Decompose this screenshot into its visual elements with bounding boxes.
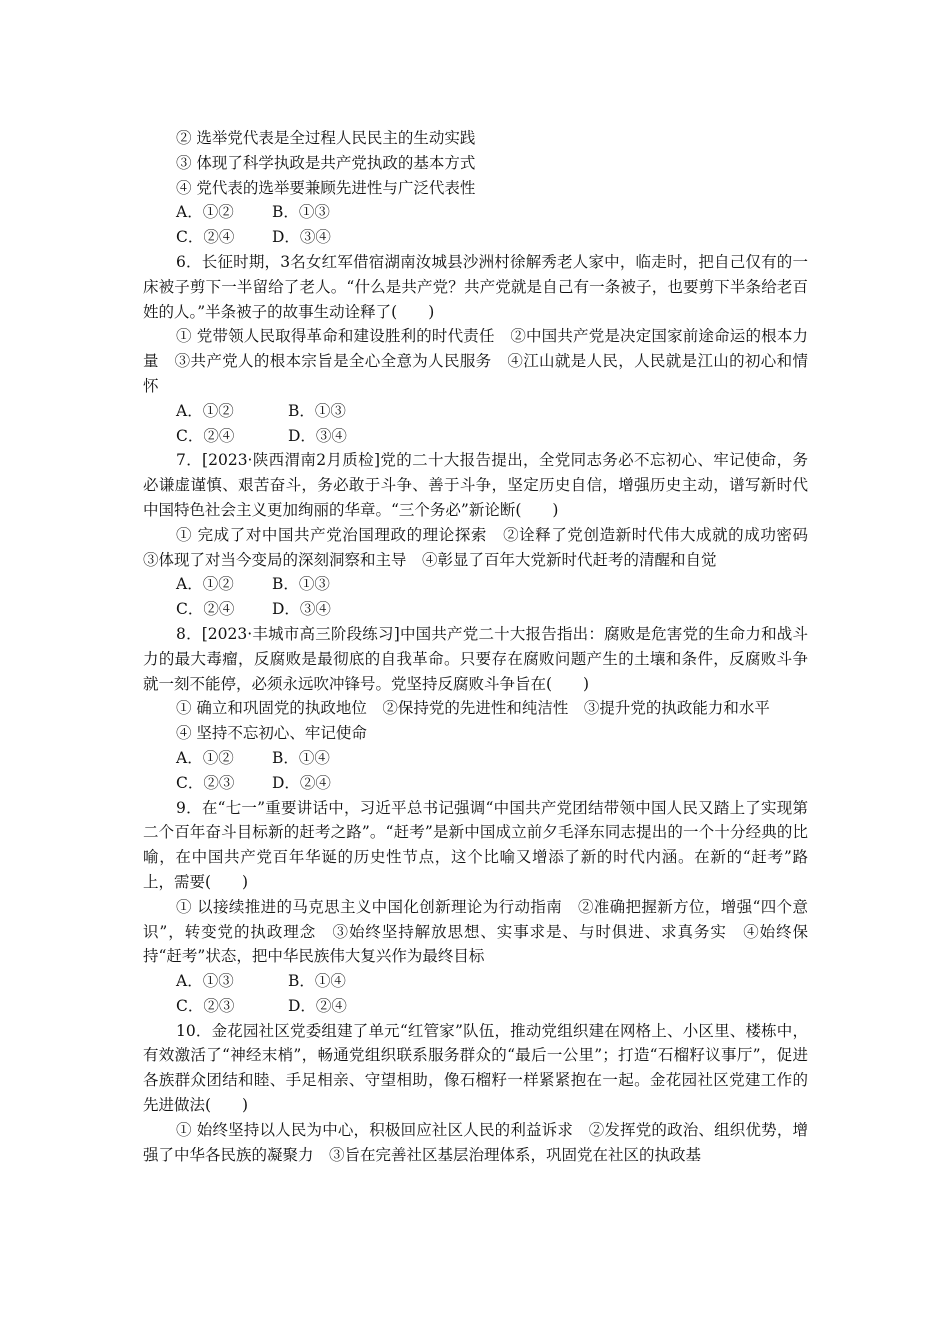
q9-option-b[interactable]: B．①④	[288, 972, 346, 991]
q10-statements: ① 始终坚持以人民为中心，积极回应社区人民的利益诉求 ②发挥党的政治、组织优势，增强了中华各民族的凝聚力 ③旨在完善社区基层治理体系，巩固党在社区的执政基	[143, 1120, 808, 1164]
q10-stem: 10．金花园社区党委组建了单元“红管家”队伍，推动党组织建在网格上、小区里、楼栋中，有效激活了“神经末梢”，畅通党组织联系服务群众的“最后一公里”；打造“石榴籽议事厅”，促进各族群众团结和睦、手足相亲、守望相助，像石榴籽一样紧紧抱在一起。金花园社区党建工作的先进做法( )	[143, 1021, 808, 1115]
q6-statements: ① 党带领人民取得革命和建设胜利的时代责任 ②中国共产党是决定国家前途命运的根本力量 ③共产党人的根本宗旨是全心全意为人民服务 ④江山就是人民，人民就是江山的初心和情怀	[143, 327, 808, 395]
q6-options-row-1	[143, 399, 808, 424]
q5-statement-3: ③ 体现了科学执政是共产党执政的基本方式	[176, 153, 476, 172]
q6-options-row-2	[143, 424, 808, 449]
q8-stem: 8．[2023·丰城市高三阶段练习]中国共产党二十大报告指出：腐败是危害党的生命力和战斗力的最大毒瘤，反腐败是最彻底的自我革命。只要存在腐败问题产生的土壤和条件，反腐败斗争就一刻不能停，必须永远吹冲锋号。党坚持反腐败斗争旨在( )	[143, 624, 808, 693]
q9-option-a[interactable]: A．①③	[176, 972, 234, 991]
q5-statement-2: ② 选举党代表是全过程人民民主的生动实践	[176, 129, 476, 147]
q7-statements: ① 完成了对中国共产党治国理政的理论探索 ②诠释了党创造新时代伟大成就的成功密码 ③体现了对当今变局的深刻洞察和主导 ④彰显了百年大党新时代赶考的清醒和自觉	[143, 525, 824, 569]
q7-options-row-2	[143, 597, 808, 622]
q8-options-row-1	[143, 746, 808, 771]
q6-stem: 6．长征时期，3名女红军借宿湖南汝城县沙洲村徐解秀老人家中，临走时，把自己仅有的一床被子剪下一半留给了老人。“什么是共产党？共产党就是自己有一条被子，也要剪下半条给老百姓的人。”半条被子的故事生动诠释了( )	[143, 252, 808, 321]
q5-options-row-1	[143, 200, 808, 225]
exam-page	[143, 126, 824, 1167]
q6-option-c[interactable]: C．②④	[176, 426, 235, 445]
q7-options-row-1	[143, 572, 808, 597]
q9-option-c[interactable]: C．②③	[176, 996, 235, 1015]
q7-stem: 7．[2023·陕西渭南2月质检]党的二十大报告提出，全党同志务必不忘初心、牢记使命，务必谦虚谨慎、艰苦奋斗，务必敢于斗争、善于斗争，坚定历史自信，增强历史主动，谱写新时代中国特色社会主义更加绚丽的华章。“三个务必”新论断( )	[143, 451, 808, 519]
q5-option-c[interactable]: C．②④	[176, 228, 235, 247]
q6-option-a[interactable]: A．①②	[176, 401, 234, 420]
q8-statements: ① 确立和巩固党的执政地位 ②保持党的先进性和纯洁性 ③提升党的执政能力和水平	[176, 699, 770, 718]
q8-option-a[interactable]: A．①②	[176, 748, 234, 767]
q6-option-d[interactable]: D．③④	[288, 426, 347, 445]
q9-stem: 9．在“七一”重要讲话中，习近平总书记强调“中国共产党团结带领中国人民又踏上了实现第二个百年奋斗目标新的赶考之路”。“赶考”是新中国成立前夕毛泽东同志提出的一个十分经典的比喻，在中国共产党百年华诞的历史性节点，这个比喻又增添了新的时代内涵。在新的“赶考”路上，需要( )	[143, 798, 808, 891]
q9-statements: ① 以接续推进的马克思主义中国化创新理论为行动指南 ②准确把握新方位，增强“四个意识”，转变党的执政理念 ③始终坚持解放思想、实事求是、与时俱进、求真务实 ④始终保持“赶考”状态，把中华民族伟大复兴作为最终目标	[143, 897, 808, 966]
q9-options-row-2	[143, 994, 808, 1019]
q5-option-a[interactable]: A．①②	[176, 203, 234, 222]
q5-statement-4: ④ 党代表的选举要兼顾先进性与广泛代表性	[176, 178, 476, 197]
q5-option-b[interactable]: B．①③	[272, 203, 330, 222]
q7-option-b[interactable]: B．①③	[272, 575, 330, 594]
q7-option-c[interactable]: C．②④	[176, 600, 235, 619]
q8-statement-4: ④ 坚持不忘初心、牢记使命	[176, 724, 367, 743]
q8-option-d[interactable]: D．②④	[272, 773, 331, 792]
q5-option-d[interactable]: D．③④	[272, 228, 331, 247]
q7-option-a[interactable]: A．①②	[176, 575, 234, 594]
q6-option-b[interactable]: B．①③	[288, 401, 346, 420]
q8-option-c[interactable]: C．②③	[176, 773, 235, 792]
q8-options-row-2	[143, 771, 808, 796]
q9-options-row-1	[143, 969, 808, 994]
q5-options-row-2	[143, 225, 808, 250]
q8-option-b[interactable]: B．①④	[272, 748, 330, 767]
q7-option-d[interactable]: D．③④	[272, 600, 331, 619]
q9-option-d[interactable]: D．②④	[288, 996, 347, 1015]
